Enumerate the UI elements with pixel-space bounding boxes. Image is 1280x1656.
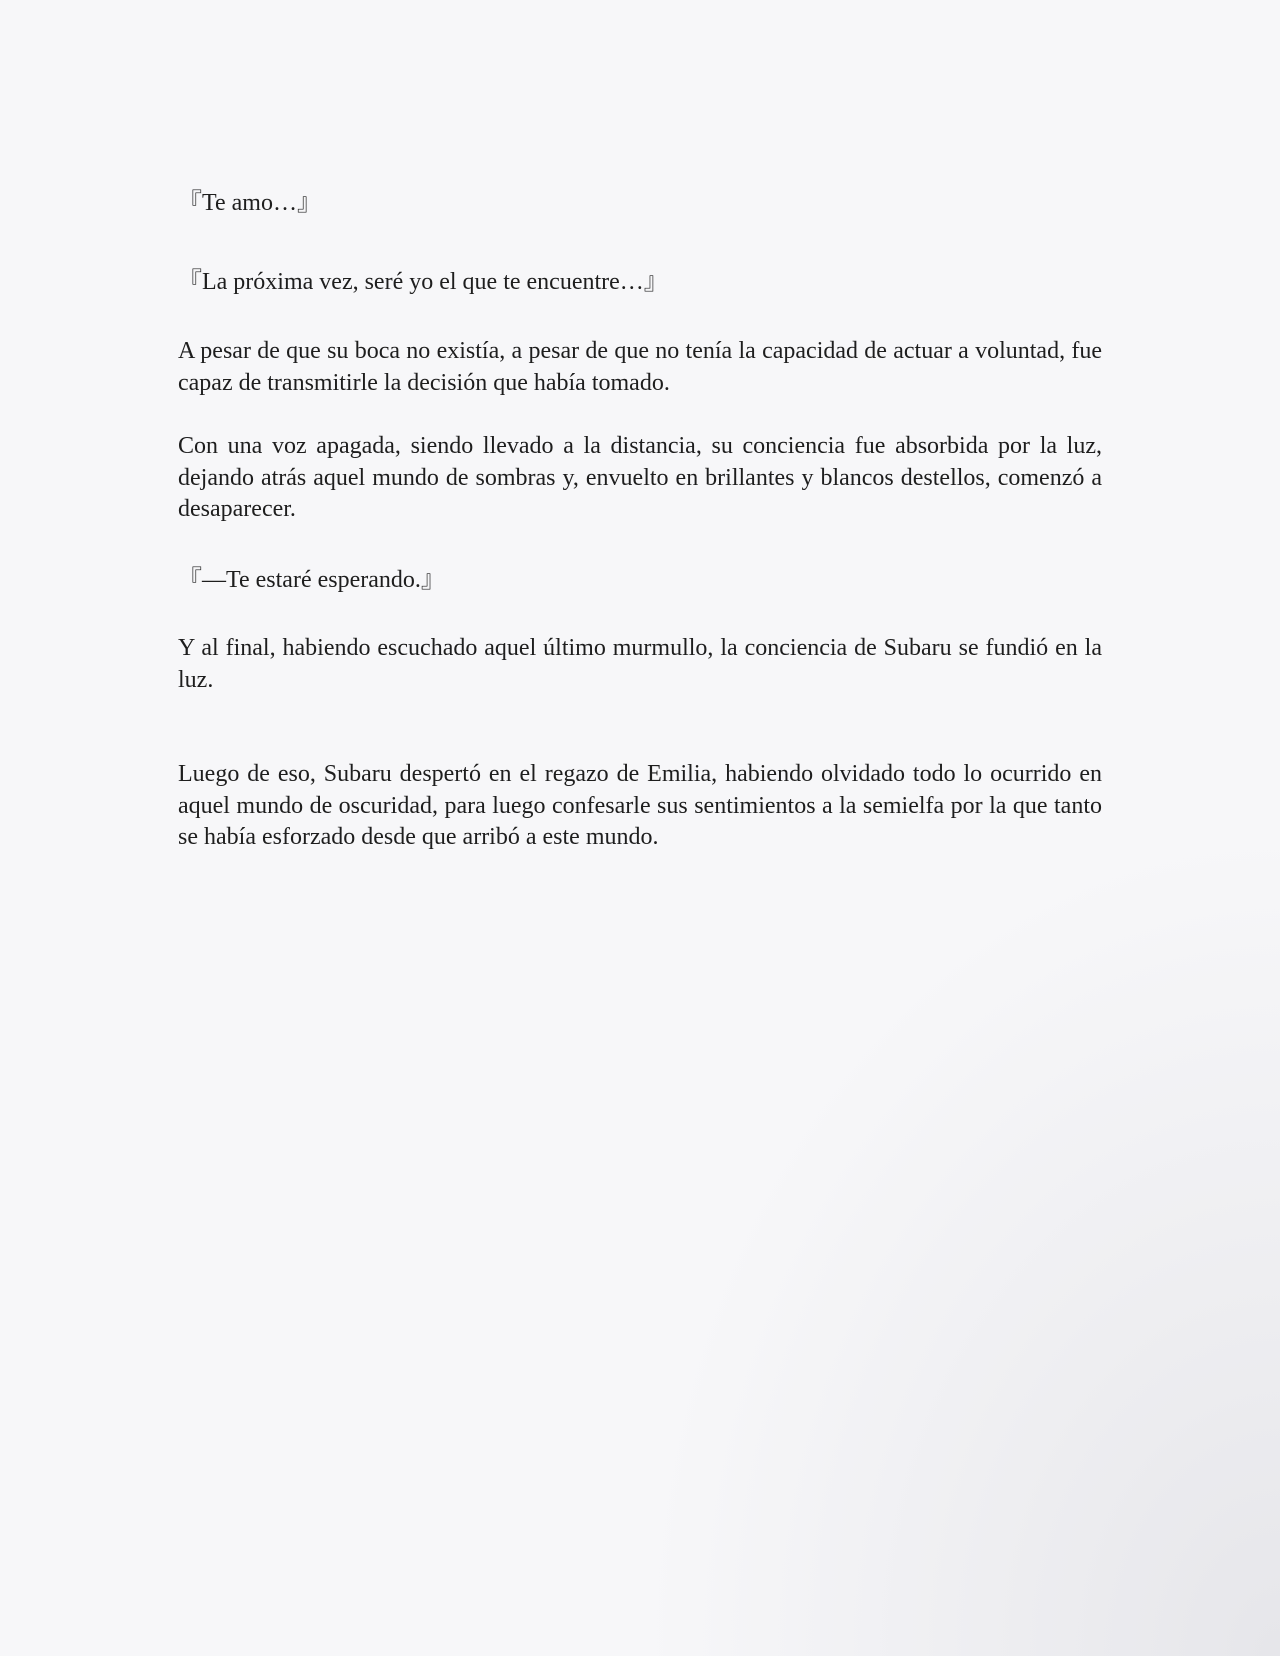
paragraph-absorbed-by-light: Con una voz apagada, siendo llevado a la distancia, su conciencia fue absorbida por la luz, dejando atrás aquel mundo de sombras y, envuelto en brillantes y blancos destellos, comenzó a desaparecer. bbox=[178, 433, 1102, 522]
paragraph-final-murmur: Y al final, habiendo escuchado aquel último murmullo, la conciencia de Subaru se fundió en la luz. bbox=[178, 635, 1102, 693]
dialogue-te-amo: 『Te amo…』 bbox=[178, 190, 321, 216]
paragraph-epilogue: Luego de eso, Subaru despertó en el regazo de Emilia, habiendo olvidado todo lo ocurrido en aquel mundo de oscuridad, para luego confesarle sus sentimientos a la semielfa por la que tanto se había esforzado desde que arribó a este mundo. bbox=[178, 761, 1102, 850]
dialogue-proxima-vez: 『La próxima vez, seré yo el que te encuentre…』 bbox=[178, 269, 668, 295]
paragraph-decision: A pesar de que su boca no existía, a pesar de que no tenía la capacidad de actuar a voluntad, fue capaz de transmitirle la decisión que había tomado. bbox=[178, 338, 1102, 396]
dialogue-te-estare-esperando: 『—Te estaré esperando.』 bbox=[178, 567, 445, 593]
